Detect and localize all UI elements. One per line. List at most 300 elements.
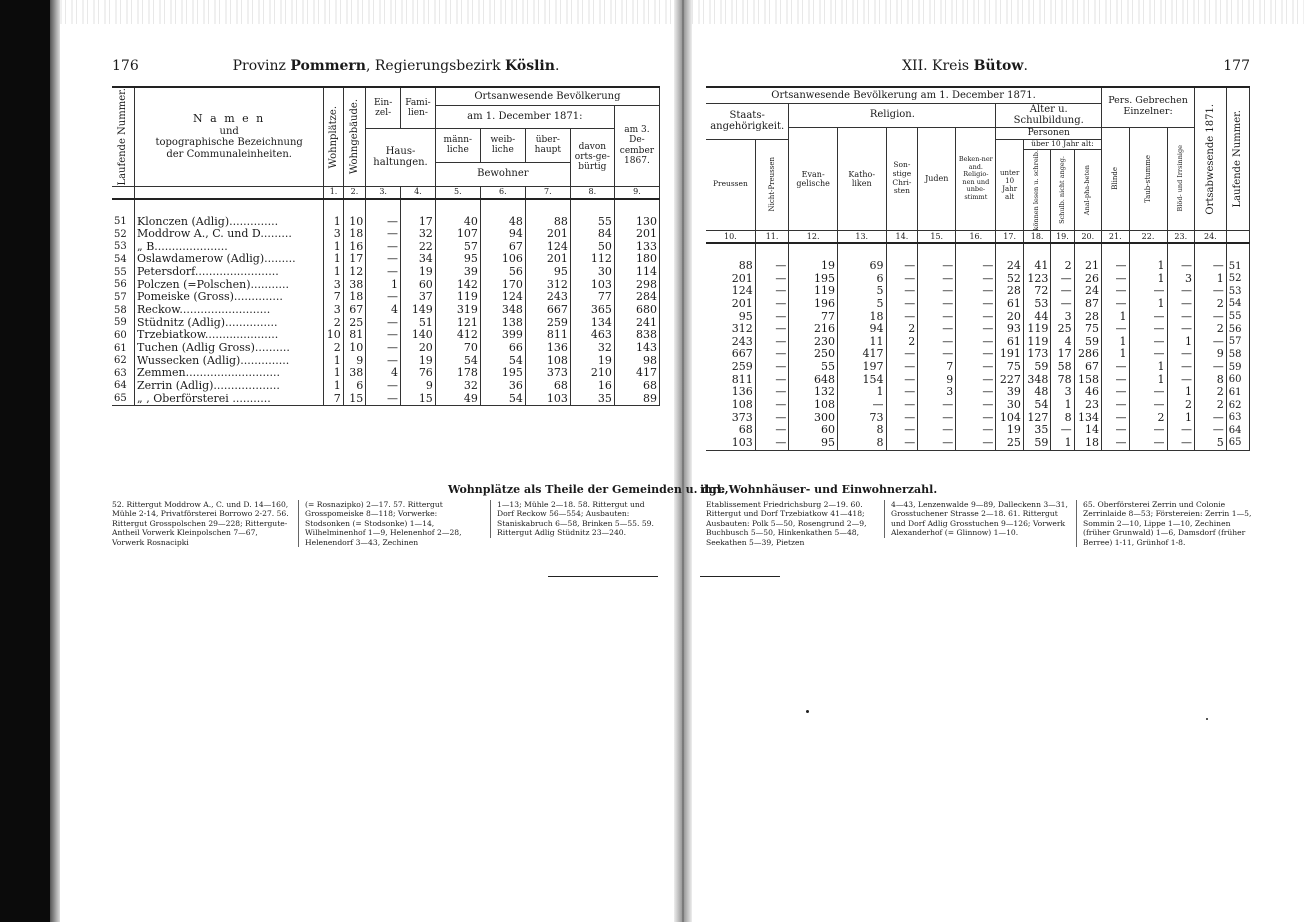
table-cell: 36 — [480, 380, 525, 393]
table-cell: — — [366, 329, 401, 342]
header-staats: Staats-angehörigkeit. — [706, 103, 789, 139]
table-cell: — — [366, 216, 401, 229]
table-cell: 20 — [996, 311, 1023, 324]
table-cell: 412 — [435, 329, 480, 342]
table-cell: 216 — [789, 323, 838, 336]
commune-name: Zemmen........................... — [135, 367, 324, 380]
table-cell: — — [837, 399, 886, 412]
table-cell: 143 — [614, 342, 659, 355]
table-cell: 2 — [1195, 386, 1227, 399]
spacer-cell — [324, 199, 343, 216]
colnum-cell: 8. — [570, 186, 614, 199]
table-cell: 1 — [1102, 348, 1129, 361]
table-cell: — — [918, 348, 956, 361]
table-cell: 24 — [996, 260, 1023, 273]
table-cell: 58 — [1051, 361, 1074, 374]
row-number: 57 — [114, 291, 127, 303]
table-cell: 93 — [996, 323, 1023, 336]
table-cell: 28 — [1074, 311, 1101, 324]
table-cell: — — [366, 291, 401, 304]
table-cell: — — [1051, 298, 1074, 311]
left-page-title — [132, 58, 660, 74]
colnum-cell: 20. — [1074, 230, 1101, 243]
table-cell: 1 — [1129, 298, 1167, 311]
table-cell: 667 — [525, 304, 570, 317]
colnum-cell: 23. — [1167, 230, 1194, 243]
spacer-row — [112, 199, 660, 216]
table-cell: 56 — [480, 266, 525, 279]
table-cell: 17 — [343, 253, 366, 266]
table-cell: 201 — [614, 228, 659, 241]
table-cell: — — [918, 399, 956, 412]
table-cell: 61 — [996, 336, 1023, 349]
header-schulb — [1051, 149, 1074, 230]
header-gebrechen: Pers. Gebrechen Einzelner: — [1102, 87, 1195, 127]
commune-name: Trzebiatkow..................... — [135, 329, 324, 342]
table-cell: 3 — [1051, 311, 1074, 324]
table-cell: 107 — [435, 228, 480, 241]
table-cell: 259 — [525, 317, 570, 330]
table-cell: 108 — [525, 355, 570, 368]
footnote-col: 65. Oberförsterei Zerrin und Colonie Zerrinlaide 8—53; Förstereien: Zerrin 1—5, Sommin 2—10, Lippe 1—10, Zechinen (früher Grunwald) 1—6, Damsdorf (früher Berree) 1-11, Grünhof 1-8. — [1076, 500, 1253, 547]
table-cell: — — [886, 412, 918, 425]
header-text: der Communaleinheiten. — [166, 148, 292, 160]
table-cell: 154 — [837, 374, 886, 387]
table-cell: 1 — [1129, 273, 1167, 286]
commune-name: Zerrin (Adlig)................... — [135, 380, 324, 393]
spacer-cell — [480, 199, 525, 216]
right-table-body — [706, 243, 1250, 450]
row-number: 65 — [114, 393, 127, 405]
row-number: 56 — [114, 279, 127, 291]
table-cell: 9 — [918, 374, 956, 387]
table-cell: 201 — [525, 228, 570, 241]
row-number: 54 — [114, 254, 127, 266]
table-cell: 94 — [480, 228, 525, 241]
spacer-cell — [1167, 243, 1194, 260]
table-cell: — — [366, 317, 401, 330]
colnum-cell: 15. — [918, 230, 956, 243]
spacer-cell — [1226, 243, 1249, 260]
header-preussen: Preussen — [706, 139, 755, 230]
right-data-table — [706, 86, 1250, 451]
table-cell: 132 — [789, 386, 838, 399]
table-cell: — — [1167, 424, 1194, 437]
header-blinde — [1102, 127, 1129, 230]
table-cell: — — [918, 412, 956, 425]
table-row — [706, 273, 1250, 286]
table-row — [112, 367, 660, 380]
table-cell: 68 — [614, 380, 659, 393]
scan-speck — [806, 710, 809, 713]
commune-name: Polczen (=Polschen)........... — [135, 279, 324, 292]
table-row — [706, 437, 1250, 450]
table-cell: 417 — [614, 367, 659, 380]
table-cell: 2 — [1195, 399, 1227, 412]
table-cell: — — [886, 285, 918, 298]
table-cell: 54 — [435, 355, 480, 368]
title-part: , Regierungsbezirk — [365, 58, 501, 74]
table-cell: 180 — [614, 253, 659, 266]
table-row — [706, 348, 1250, 361]
header-am-1871: am 1. December 1871: — [435, 105, 614, 129]
table-cell: 38 — [343, 279, 366, 292]
title-part: . — [1023, 58, 1028, 74]
header-katholiken: Katho-liken — [837, 127, 886, 230]
table-cell: — — [918, 437, 956, 450]
table-cell: — — [1102, 412, 1129, 425]
table-cell: 16 — [343, 241, 366, 254]
table-cell: 10 — [324, 329, 343, 342]
table-cell: 8 — [1051, 412, 1074, 425]
table-cell: 417 — [837, 348, 886, 361]
table-cell: — — [755, 399, 789, 412]
table-cell: — — [1167, 361, 1194, 374]
spacer-cell — [789, 243, 838, 260]
table-cell: — — [1195, 260, 1227, 273]
table-cell: 15 — [401, 393, 436, 406]
table-cell: 7 — [324, 393, 343, 406]
table-cell: 19 — [401, 266, 436, 279]
header-einzel: Ein-zel- — [366, 87, 401, 129]
row-number: 61 — [1226, 386, 1249, 399]
table-cell: 87 — [1074, 298, 1101, 311]
table-cell: 1 — [1102, 336, 1129, 349]
header-ueber10: über 10 Jahr alt: — [1023, 139, 1101, 149]
table-cell: — — [1102, 374, 1129, 387]
table-cell: — — [755, 336, 789, 349]
table-cell: 8 — [837, 437, 886, 450]
table-cell: — — [366, 393, 401, 406]
table-cell: — — [366, 266, 401, 279]
row-number: 59 — [1226, 361, 1249, 374]
colnum-cell — [135, 186, 324, 199]
row-number: 59 — [114, 317, 127, 329]
table-cell: 667 — [731, 347, 753, 361]
footnote-col: 1—13; Mühle 2—18. 58. Rittergut und Dorf Reckow 56—554; Ausbauten: Staniskabruch 6—58, Brinken 5—55. 59. Rittergut Adlig Stüdnitz 23—240. — [490, 500, 663, 538]
table-cell: — — [366, 228, 401, 241]
table-cell: 28 — [996, 285, 1023, 298]
commune-name: „ , Oberförsterei ........... — [135, 393, 324, 406]
colnum-cell: 5. — [435, 186, 480, 199]
table-cell: — — [755, 348, 789, 361]
table-cell: 6 — [837, 273, 886, 286]
table-cell: — — [956, 336, 996, 349]
table-cell: — — [1195, 424, 1227, 437]
header-unter10: unter 10 Jahr alt — [996, 139, 1023, 230]
colnum-cell: 2. — [343, 186, 366, 199]
row-number: 61 — [114, 342, 127, 354]
commune-name: Stüdnitz (Adlig)............... — [135, 317, 324, 330]
table-cell: 61 — [996, 298, 1023, 311]
table-cell: 373 — [525, 367, 570, 380]
table-cell: 2 — [1129, 412, 1167, 425]
footnote-col: (= Rosnazipko) 2—17. 57. Rittergut Grosspomeiske 8—118; Vorwerke: Stodsonken (= Stodsonke) 1—14, Wilhelminenhof 1—9, Helenenhof 2—28, Helenendorf 3—43, Zechinen — [298, 500, 483, 547]
header-text: Anal-pha-beten — [1083, 164, 1092, 215]
table-cell: 680 — [614, 304, 659, 317]
colnum-cell: 14. — [886, 230, 918, 243]
table-cell: 134 — [1074, 412, 1101, 425]
table-cell: 286 — [1074, 348, 1101, 361]
table-row — [706, 361, 1250, 374]
colnum-cell — [112, 186, 135, 199]
header-evangelische: Evan-gelische — [789, 127, 838, 230]
table-cell: 46 — [1074, 386, 1101, 399]
header-text: Taub-stumme — [1144, 154, 1152, 203]
table-cell: 201 — [731, 271, 753, 285]
table-row — [112, 304, 660, 317]
table-cell: 57 — [435, 241, 480, 254]
commune-name: Pomeiske (Gross).............. — [135, 291, 324, 304]
table-cell: 25 — [343, 317, 366, 330]
table-cell: 5 — [837, 285, 886, 298]
table-cell: 1 — [1102, 311, 1129, 324]
right-page-number: 177 — [1223, 58, 1250, 74]
table-cell: 312 — [731, 322, 753, 336]
table-cell: 39 — [996, 386, 1023, 399]
table-cell: — — [1102, 424, 1129, 437]
table-cell: 26 — [1074, 273, 1101, 286]
spacer-cell — [706, 243, 755, 260]
table-cell: 243 — [731, 334, 753, 348]
colnum-cell — [1226, 230, 1249, 243]
colnum-cell: 16. — [956, 230, 996, 243]
table-cell: 95 — [738, 309, 753, 323]
table-cell: — — [755, 424, 789, 437]
table-cell: 3 — [1167, 273, 1194, 286]
table-cell: 95 — [789, 437, 838, 450]
table-cell: 32 — [401, 228, 436, 241]
table-cell: 1 — [1167, 336, 1194, 349]
table-cell: 48 — [1023, 386, 1050, 399]
table-cell: 124 — [480, 291, 525, 304]
row-number: 58 — [1226, 348, 1249, 361]
table-cell: 38 — [343, 367, 366, 380]
table-cell: 227 — [996, 374, 1023, 387]
table-cell: — — [956, 285, 996, 298]
table-cell: — — [956, 311, 996, 324]
header-haushaltungen: Haus-haltungen. — [366, 129, 436, 187]
table-cell: 19 — [401, 355, 436, 368]
table-cell: 348 — [480, 304, 525, 317]
table-cell: 3 — [324, 304, 343, 317]
footnote-col: 4—43, Lenzenwalde 9—89, Dalleckenn 3—31, Grosstuchener Strasse 2—18. 61. Rittergut und Dorf Adlig Grosstuchen 9—126; Vorwerk Alexanderhof (= Glinnow) 1—10. — [884, 500, 1069, 538]
colnum-cell: 6. — [480, 186, 525, 199]
table-row — [706, 260, 1250, 273]
table-cell: 60 — [401, 279, 436, 292]
table-cell: 108 — [731, 397, 753, 411]
header-lesen — [1023, 149, 1050, 230]
left-page-number: 176 — [112, 58, 139, 74]
spacer-cell — [996, 243, 1023, 260]
title-part: Provinz — [232, 58, 286, 74]
table-row — [706, 386, 1250, 399]
table-cell: 49 — [435, 393, 480, 406]
table-cell: — — [1102, 285, 1129, 298]
table-cell: 11 — [837, 336, 886, 349]
table-cell: — — [886, 348, 918, 361]
table-cell: — — [755, 412, 789, 425]
header-bewohner: Bewohner — [435, 162, 570, 186]
colnum-cell: 13. — [837, 230, 886, 243]
header-juden: Juden — [918, 127, 956, 230]
header-maennliche: männ-liche — [435, 129, 480, 163]
table-cell: 24 — [1074, 285, 1101, 298]
row-number: 60 — [114, 329, 127, 341]
table-cell: 119 — [789, 285, 838, 298]
table-cell: — — [918, 260, 956, 273]
row-number: 62 — [114, 355, 127, 367]
table-cell: — — [956, 386, 996, 399]
row-number: 53 — [1226, 285, 1249, 298]
table-cell: — — [918, 323, 956, 336]
table-cell: 18 — [343, 228, 366, 241]
table-cell: 259 — [731, 360, 753, 374]
header-analph — [1074, 149, 1101, 230]
row-number: 55 — [1226, 311, 1249, 324]
table-cell: 35 — [570, 393, 614, 406]
table-cell: — — [1102, 399, 1129, 412]
right-page-title — [700, 58, 1230, 74]
left-data-table — [112, 86, 660, 406]
table-cell: 30 — [996, 399, 1023, 412]
table-cell: 1 — [1129, 374, 1167, 387]
table-cell: — — [755, 437, 789, 450]
commune-name: Moddrow A., C. und D......... — [135, 228, 324, 241]
spacer-cell — [570, 199, 614, 216]
table-cell: 1 — [1129, 361, 1167, 374]
table-cell: 196 — [789, 298, 838, 311]
table-cell: — — [956, 323, 996, 336]
table-cell: 178 — [435, 367, 480, 380]
row-number: 62 — [1226, 399, 1249, 412]
table-cell: 19 — [996, 424, 1023, 437]
colnum-cell: 1. — [324, 186, 343, 199]
table-cell: — — [1167, 285, 1194, 298]
table-cell: — — [366, 241, 401, 254]
table-cell: 48 — [480, 216, 525, 229]
header-ueberhaupt: über-haupt — [525, 129, 570, 163]
row-number: 52 — [1226, 273, 1249, 286]
table-cell: 68 — [525, 380, 570, 393]
table-cell: 300 — [789, 412, 838, 425]
table-cell: 72 — [1023, 285, 1050, 298]
table-cell: 201 — [525, 253, 570, 266]
table-cell: 1 — [837, 386, 886, 399]
table-cell: 1 — [1167, 386, 1194, 399]
table-cell: 44 — [1023, 311, 1050, 324]
table-cell: — — [1129, 348, 1167, 361]
left-page — [112, 58, 729, 547]
table-cell: — — [918, 311, 956, 324]
table-cell: — — [918, 298, 956, 311]
table-cell: 1 — [324, 266, 343, 279]
table-cell: 95 — [525, 266, 570, 279]
table-cell: — — [918, 273, 956, 286]
table-cell: 94 — [837, 323, 886, 336]
header-wohngebaeude — [343, 87, 366, 186]
footnote-col: 52. Rittergut Moddrow A., C. und D. 14—160, Mühle 2-14, Privatförsterei Borrowo 2-27. 56. Rittergut Grosspolschen 29—228; Rittergute-Antheil Vorwerk Kleinpolschen 7—67, Vorwerk Rosnacipki — [112, 500, 289, 547]
table-cell: — — [886, 399, 918, 412]
header-text: und — [219, 125, 239, 137]
right-caption: ihre Wohnhäuser- und Einwohnerzahl. — [700, 483, 938, 496]
table-cell: 9 — [1195, 348, 1227, 361]
table-cell: 2 — [1167, 399, 1194, 412]
table-row — [706, 285, 1250, 298]
table-cell: 136 — [525, 342, 570, 355]
commune-name: Petersdorf........................ — [135, 266, 324, 279]
table-cell: 34 — [401, 253, 436, 266]
table-cell: — — [1102, 273, 1129, 286]
table-cell: — — [1129, 336, 1167, 349]
commune-name: Oslawdamerow (Adlig)......... — [135, 253, 324, 266]
table-cell: 41 — [1023, 260, 1050, 273]
header-text: Wohngebäude. — [348, 99, 360, 175]
table-cell: 106 — [480, 253, 525, 266]
table-cell: 4 — [366, 367, 401, 380]
header-laufende — [112, 87, 135, 186]
colnum-cell: 7. — [525, 186, 570, 199]
header-familien: Fami-lien- — [401, 87, 436, 129]
table-cell: 133 — [614, 241, 659, 254]
spacer-cell — [401, 199, 436, 216]
table-cell: — — [755, 311, 789, 324]
row-number: 64 — [114, 380, 127, 392]
header-bekenner: Beken-ner and. Religio-nen und unbe-stimmt — [956, 127, 996, 230]
title-district: Köslin — [505, 58, 555, 74]
table-cell: — — [1195, 412, 1227, 425]
row-number: 65 — [1226, 437, 1249, 450]
table-cell: 30 — [570, 266, 614, 279]
left-caption: Wohnplätze als Theile der Gemeinden u. dgl., — [448, 483, 729, 496]
table-cell: — — [1102, 437, 1129, 450]
table-cell: 158 — [1074, 374, 1101, 387]
table-cell: — — [886, 298, 918, 311]
table-cell: — — [1129, 437, 1167, 450]
table-cell: 4 — [1051, 336, 1074, 349]
header-text: Nicht-Preussen — [768, 157, 777, 212]
header-text: können lesen u. schreib. — [1032, 149, 1041, 230]
header-namen — [135, 87, 324, 186]
row-number: 56 — [1226, 323, 1249, 336]
header-am-1867: am 3. De-cember 1867. — [614, 105, 659, 186]
table-cell: — — [1051, 285, 1074, 298]
table-cell: 18 — [837, 311, 886, 324]
table-cell: 170 — [480, 279, 525, 292]
table-cell: — — [366, 342, 401, 355]
left-table-body — [112, 199, 660, 406]
header-bloed — [1167, 127, 1194, 230]
table-cell: 68 — [738, 423, 753, 437]
table-cell: 348 — [1023, 374, 1050, 387]
header-ortsabwesende — [1195, 87, 1227, 230]
table-cell: 1 — [1051, 437, 1074, 450]
table-cell: — — [956, 374, 996, 387]
commune-name: Tuchen (Adlig Gross).......... — [135, 342, 324, 355]
table-cell: 119 — [1023, 336, 1050, 349]
table-cell: 124 — [731, 284, 753, 298]
header-ortsanwesende: Ortsanwesende Bevölkerung — [435, 87, 659, 105]
colnum-cell: 12. — [789, 230, 838, 243]
table-cell: 5 — [1195, 437, 1227, 450]
commune-name: Klonczen (Adlig).............. — [135, 216, 324, 229]
table-cell: — — [1051, 273, 1074, 286]
table-cell: 21 — [1074, 260, 1101, 273]
table-cell: 95 — [435, 253, 480, 266]
spacer-cell — [614, 199, 659, 216]
table-cell: — — [886, 361, 918, 374]
table-cell: 23 — [1074, 399, 1101, 412]
